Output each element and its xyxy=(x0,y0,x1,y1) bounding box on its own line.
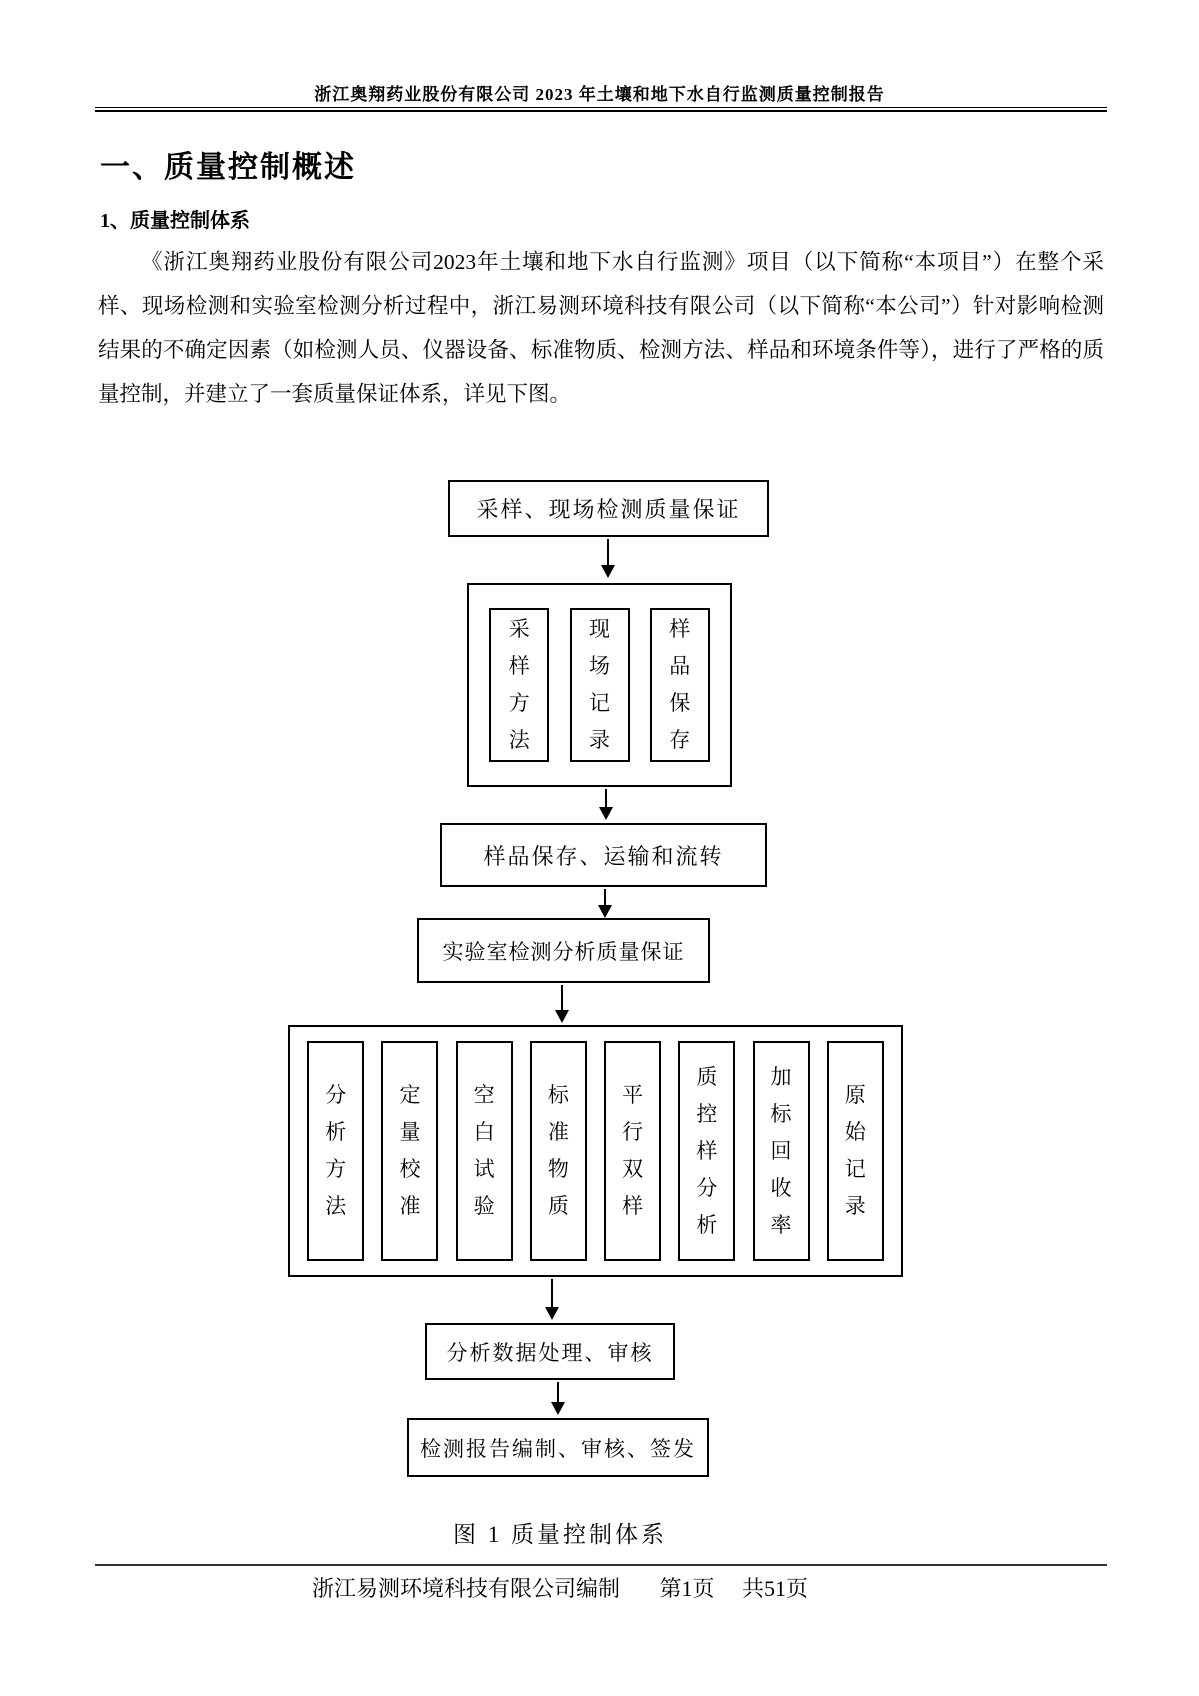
flow-arrow xyxy=(551,1382,565,1415)
flow-arrow xyxy=(545,1279,559,1320)
page-header: 浙江奥翔药业股份有限公司 2023 年土壤和地下水自行监测质量控制报告 xyxy=(314,85,885,104)
subsection-title: 1、质量控制体系 xyxy=(100,210,250,232)
flow-box-qc-sample-analysis: 质控样分析 xyxy=(678,1041,735,1261)
footer-page-number: 第1页 xyxy=(659,1576,715,1601)
flow-box-standard-material: 标准物质 xyxy=(530,1041,587,1261)
flow-box-blank-test: 空白试验 xyxy=(456,1041,513,1261)
flow-box-field-record: 现场记录 xyxy=(570,608,630,762)
flow-box-sample-storage: 样品保存 xyxy=(650,608,710,762)
flow-arrow xyxy=(598,889,612,918)
flow-box-data-processing-review: 分析数据处理、审核 xyxy=(425,1323,675,1380)
flow-arrow xyxy=(599,789,613,820)
header-divider xyxy=(95,107,1107,112)
flow-group-sampling-items xyxy=(467,583,732,787)
body-paragraph: 《浙江奥翔药业股份有限公司2023年土壤和地下水自行监测》项目（以下简称“本项目”）在整个采样、现场检测和实验室检测分析过程中，浙江易测环境科技有限公司（以下简称“本公司”）针对影响检测结果的不确定因素（如检测人员、仪器设备、标准物质、检测方法、样品和环境条件等），进行了严格的质量控制，并建立了一套质量保证体系，详见下图。 xyxy=(98,250,1104,406)
page-footer xyxy=(160,1572,960,1603)
flow-box-sample-transport: 样品保存、运输和流转 xyxy=(440,823,767,887)
flow-box-sampling-method: 采样方法 xyxy=(489,608,549,762)
flow-box-quant-calibration: 定量校准 xyxy=(381,1041,438,1261)
flow-box-sampling-field-qa: 采样、现场检测质量保证 xyxy=(448,480,769,537)
flow-box-spike-recovery: 加标回收率 xyxy=(753,1041,810,1261)
flow-arrow xyxy=(555,985,569,1023)
flow-box-original-record: 原始记录 xyxy=(827,1041,884,1261)
footer-divider xyxy=(95,1564,1107,1566)
flow-box-parallel-duplicate: 平行双样 xyxy=(604,1041,661,1261)
flow-box-analysis-method: 分析方法 xyxy=(307,1041,364,1261)
section-title: 一、质量控制概述 xyxy=(100,151,356,184)
flow-group-lab-qc-items xyxy=(288,1025,903,1277)
flow-arrow xyxy=(601,539,615,578)
flow-box-report-issue: 检测报告编制、审核、签发 xyxy=(407,1418,709,1477)
figure-caption: 图 1 质量控制体系 xyxy=(453,1522,667,1547)
footer-publisher: 浙江易测环境科技有限公司编制 xyxy=(311,1576,620,1601)
flow-box-lab-analysis-qa: 实验室检测分析质量保证 xyxy=(417,918,710,983)
footer-total-pages: 共51页 xyxy=(742,1576,809,1601)
